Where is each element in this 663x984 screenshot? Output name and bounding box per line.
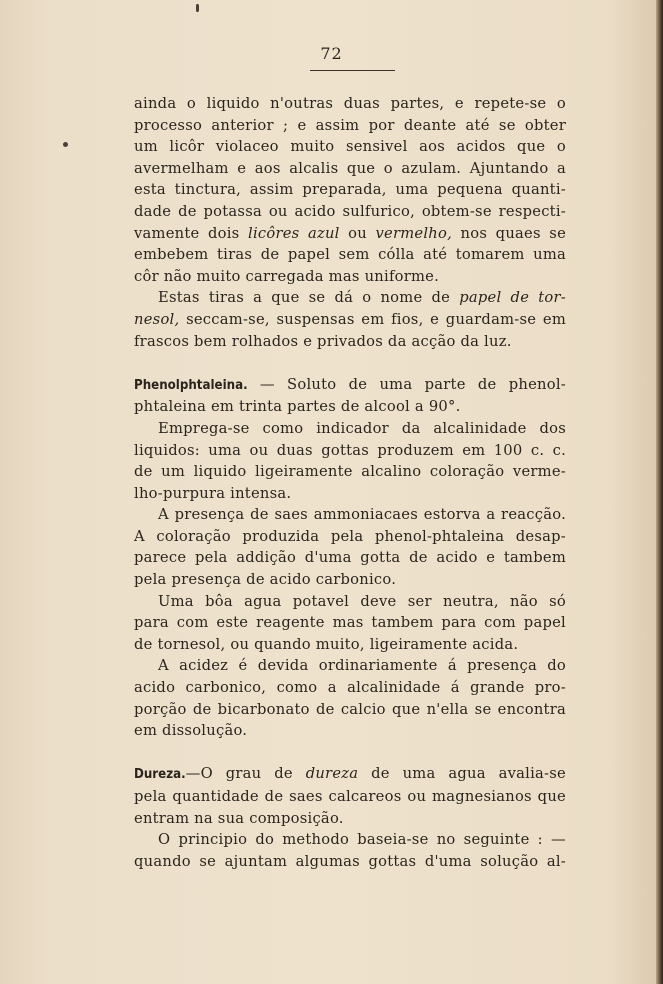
paragraph-litmus-paper bbox=[134, 287, 566, 352]
italic-term: vermelho, bbox=[375, 224, 453, 242]
text-line: em dissolução. bbox=[134, 722, 248, 740]
text-line: lho-purpura intensa. bbox=[134, 484, 292, 502]
paragraph-acidity bbox=[134, 655, 566, 741]
text-line: liquidos: uma ou duas gottas produzem em 100 c. c. bbox=[134, 441, 566, 459]
text-line: parece pela addição d'uma gotta de acido e tambem bbox=[134, 549, 566, 567]
paragraph-phenolphtaleina bbox=[134, 374, 566, 418]
text-line: côr não muito carregada mas uniforme. bbox=[134, 267, 440, 285]
text-line: entram na sua composição. bbox=[134, 809, 344, 827]
text-line: frascos bem rolhados e privados da acção da luz. bbox=[134, 332, 512, 350]
italic-term: licôres azul bbox=[248, 224, 340, 242]
section-heading: Dureza. bbox=[134, 767, 186, 783]
text-line: avermelham e aos alcalis que o azulam. Ajuntando a bbox=[134, 159, 566, 177]
text-line: acido carbonico, como a alcalinidade á grande pro- bbox=[134, 679, 566, 697]
page-edge-shadow bbox=[656, 0, 663, 984]
text-line: Estas tiras a que se dá o nome de papel de tor- bbox=[158, 289, 566, 307]
text-line: porção de bicarbonato de calcio que n'ella se encontra bbox=[134, 700, 566, 718]
text-line: A presença de saes ammoniacaes estorva a reacção. bbox=[158, 506, 566, 524]
italic-term: papel de tor- bbox=[459, 289, 566, 307]
text-line: Phenolphtaleina. — Soluto de uma parte de phenol- bbox=[134, 375, 566, 393]
section-heading: Phenolphtaleina. bbox=[134, 377, 248, 393]
paragraph-litmus-preparation bbox=[134, 93, 566, 287]
text-line: de tornesol, ou quando muito, ligeiramente acida. bbox=[134, 635, 519, 653]
text-line: phtaleina em trinta partes de alcool a 90°. bbox=[134, 398, 461, 416]
ink-spot bbox=[63, 142, 68, 147]
text-line: Uma bôa agua potavel deve ser neutra, não só bbox=[158, 592, 566, 610]
text-line: dade de potassa ou acido sulfurico, obtem-se respecti- bbox=[134, 202, 566, 220]
paragraph-dureza bbox=[134, 763, 566, 829]
text-line: para com este reagente mas tambem para com papel bbox=[134, 614, 566, 632]
text-line: um licôr violaceo muito sensivel aos acidos que o bbox=[134, 138, 566, 156]
text-line: processo anterior ; e assim por deante até se obter bbox=[134, 116, 566, 134]
header-rule bbox=[310, 70, 395, 71]
text-line: pela quantidade de saes calcareos ou magnesianos que bbox=[134, 788, 566, 805]
paragraph-indicator-use bbox=[134, 418, 566, 504]
text-line: Dureza.—O grau de dureza de uma agua avalia-se bbox=[134, 765, 566, 783]
text-line: pela presença de acido carbonico. bbox=[134, 571, 397, 589]
italic-term: dureza bbox=[305, 765, 359, 783]
text-line: esta tinctura, assim preparada, uma pequena quanti- bbox=[134, 181, 566, 199]
text-line: vamente dois licôres azul ou vermelho, nos quaes se bbox=[134, 224, 567, 242]
text-line: A acidez é devida ordinariamente á presença do bbox=[158, 657, 566, 675]
text-line: ainda o liquido n'outras duas partes, e repete-se o bbox=[134, 95, 566, 112]
paragraph-method-principle bbox=[134, 829, 566, 872]
italic-term: nesol, bbox=[134, 310, 180, 328]
text-line: A coloração produzida pela phenol-phtaleina desap- bbox=[134, 527, 566, 545]
text-line: Emprega-se como indicador da alcalinidade dos bbox=[158, 419, 566, 437]
text-line: de um liquido ligeiramente alcalino coloração verme- bbox=[134, 463, 566, 481]
page-number: 72 bbox=[320, 44, 343, 63]
paragraph-potable-water bbox=[134, 591, 566, 656]
ink-speck bbox=[196, 4, 199, 12]
text-line: nesol, seccam-se, suspensas em fios, e guardam-se em bbox=[134, 310, 566, 328]
text-line: O principio do methodo baseia-se no seguinte : — bbox=[158, 831, 566, 849]
paragraph-ammonia-salts bbox=[134, 504, 566, 590]
body-text bbox=[134, 93, 566, 872]
text-line: quando se ajuntam algumas gottas d'uma solução al- bbox=[134, 852, 566, 870]
text-line: embebem tiras de papel sem cólla até tomarem uma bbox=[134, 246, 566, 264]
